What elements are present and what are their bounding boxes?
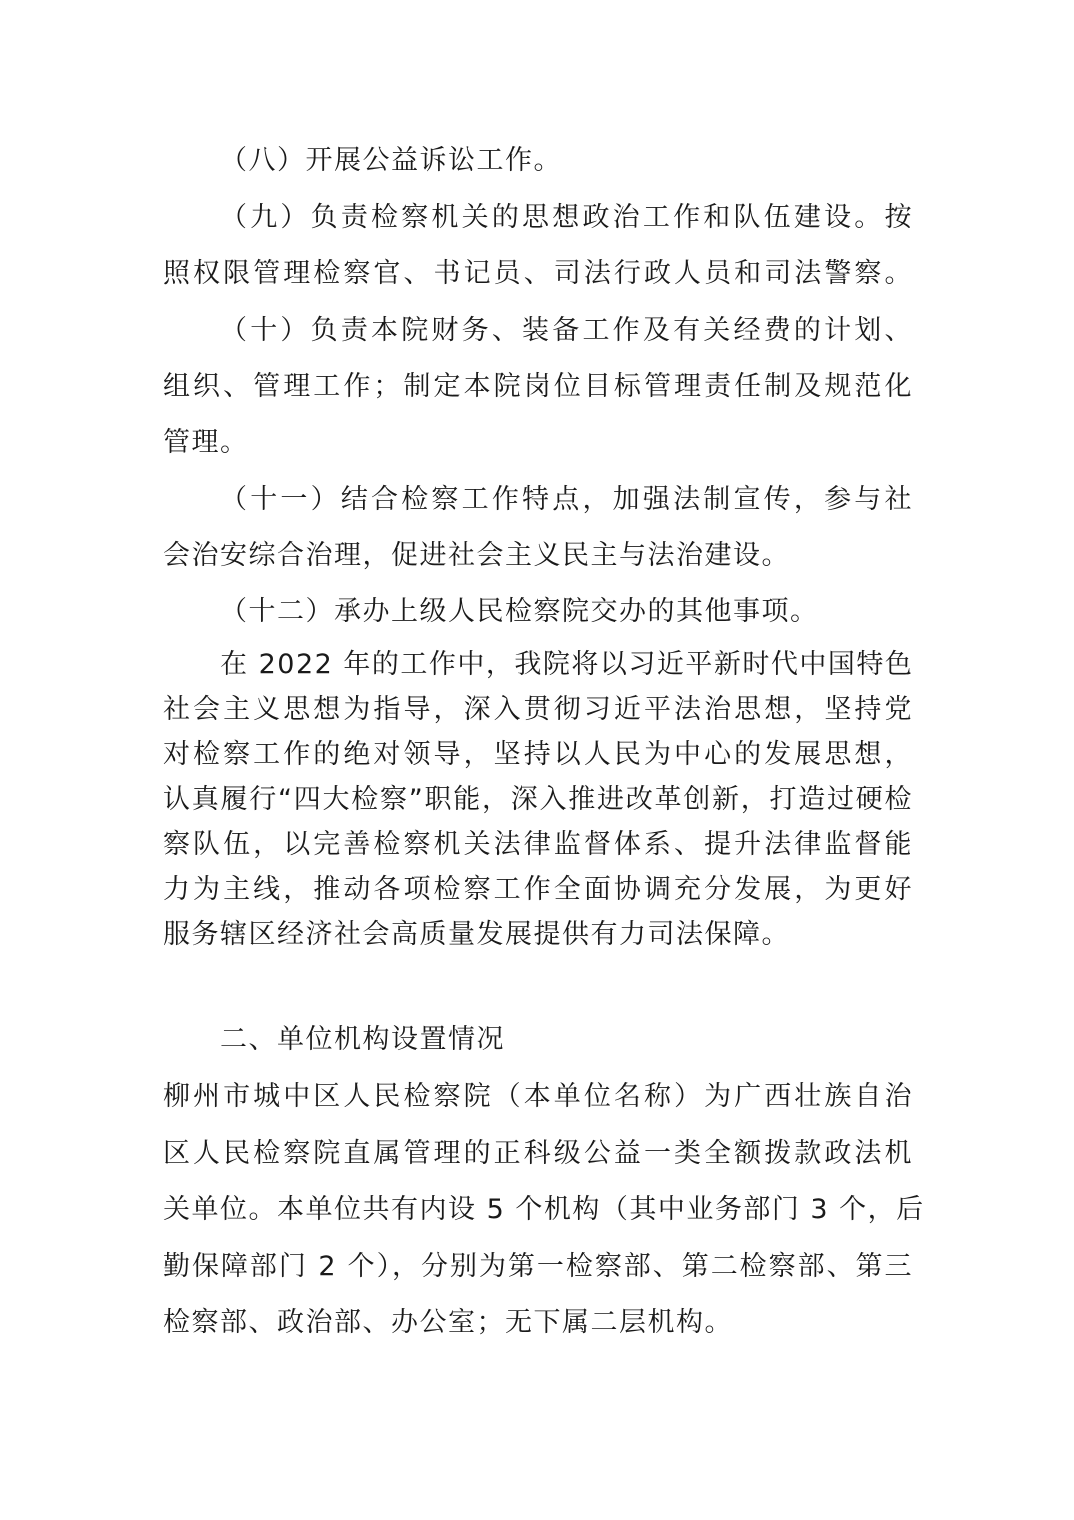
- paragraph-line: 柳州市城中区人民检察院（本单位名称）为广西壮族自治: [163, 1081, 913, 1112]
- paragraph-line: 勤保障部门 2 个），分别为第一检察部、第二检察部、第三: [163, 1251, 913, 1282]
- paragraph-line: （八）开展公益诉讼工作。: [220, 145, 562, 176]
- paragraph-line: 区人民检察院直属管理的正科级公益一类全额拨款政法机: [163, 1138, 913, 1169]
- paragraph-line: 会治安综合治理，促进社会主义民主与法治建设。: [163, 540, 790, 571]
- paragraph-line: 力为主线，推动各项检察工作全面协调充分发展，为更好: [163, 874, 913, 905]
- paragraph-line: （十一）结合检察工作特点，加强法制宣传，参与社: [220, 484, 913, 515]
- section-heading: 二、单位机构设置情况: [220, 1024, 505, 1055]
- paragraph-line: 组织、管理工作；制定本院岗位目标管理责任制及规范化: [163, 371, 913, 402]
- paragraph-line: 对检察工作的绝对领导，坚持以人民为中心的发展思想，: [163, 739, 913, 770]
- paragraph-line: 检察部、政治部、办公室；无下属二层机构。: [163, 1307, 733, 1338]
- paragraph-line: 在 2022 年的工作中，我院将以习近平新时代中国特色: [220, 649, 914, 680]
- paragraph-line: 服务辖区经济社会高质量发展提供有力司法保障。: [163, 919, 790, 950]
- paragraph-line: 察队伍，以完善检察机关法律监督体系、提升法律监督能: [163, 829, 913, 860]
- paragraph-line: （九）负责检察机关的思想政治工作和队伍建设。按: [220, 202, 913, 233]
- paragraph-line: 关单位。本单位共有内设 5 个机构（其中业务部门 3 个，后: [163, 1194, 925, 1225]
- paragraph-line: 管理。: [163, 427, 249, 458]
- paragraph-line: 认真履行“四大检察”职能，深入推进改革创新，打造过硬检: [163, 784, 913, 815]
- paragraph-line: （十）负责本院财务、装备工作及有关经费的计划、: [220, 315, 913, 346]
- paragraph-line: 社会主义思想为指导，深入贯彻习近平法治思想，坚持党: [163, 694, 913, 725]
- paragraph-line: （十二）承办上级人民检察院交办的其他事项。: [220, 596, 819, 627]
- paragraph-line: 照权限管理检察官、书记员、司法行政人员和司法警察。: [163, 258, 913, 289]
